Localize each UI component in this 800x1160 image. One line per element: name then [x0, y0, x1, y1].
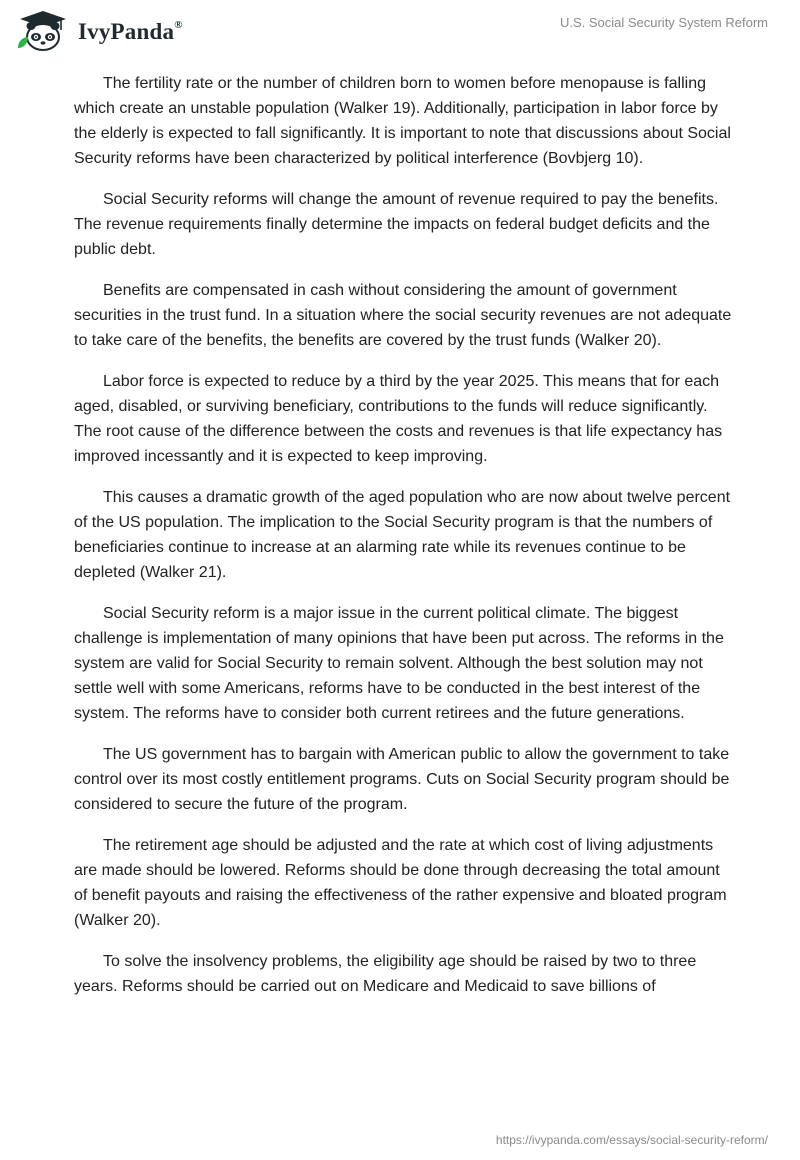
paragraph: The fertility rate or the number of children born to women before menopause is falling which create an unstable population (Walker 19). Additionally, participation in labor force by the elderly is expected to fall significantly. It is important to note that discussions about Social Security reforms have been characterized by political interference (Bovbjerg 10).: [74, 75, 731, 167]
paragraph: Social Security reform is a major issue in the current political climate. The biggest challenge is implementation of many opinions that have been put across. The reforms in the system are valid for Social Security to remain solvent. Although the best solution may not settle well with some Americans, reforms have to be conducted in the best interest of the system. The reforms have to consider both current retirees and the future generations.: [74, 605, 724, 722]
page-header: [0, 0, 800, 60]
panda-graduate-icon: [14, 10, 72, 52]
essay-body: [74, 71, 734, 1015]
paragraph: To solve the insolvency problems, the eligibility age should be raised by two to three years. Reforms should be carried out on Medicare and Medicaid to save billions of: [74, 953, 697, 995]
paragraph: The US government has to bargain with American public to allow the government to take control over its most costly entitlement programs. Cuts on Social Security program should be considered to secure the future of the program.: [74, 746, 730, 813]
document-title: U.S. Social Security System Reform: [559, 15, 768, 30]
paragraph: Labor force is expected to reduce by a third by the year 2025. This means that for each aged, disabled, or surviving beneficiary, contributions to the funds will reduce significantly. The root cause of the difference between the costs and revenues is that life expectancy has improved incessantly and it is expected to keep improving.: [74, 373, 723, 465]
paragraph: The retirement age should be adjusted and the rate at which cost of living adjustments are made should be lowered. Reforms should be done through decreasing the total amount of benefit payouts and raising the effectiveness of the rather expensive and bloated program (Walker 20).: [74, 837, 727, 929]
paragraph: Social Security reforms will change the amount of revenue required to pay the benefits. The revenue requirements finally determine the impacts on federal budget deficits and the public debt.: [74, 191, 719, 258]
brand-name: IvyPanda®: [78, 19, 183, 44]
source-url-link[interactable]: https://ivypanda.com/essays/social-security-reform/: [495, 1133, 768, 1147]
paragraph: Benefits are compensated in cash without considering the amount of government securities in the trust fund. In a situation where the social security revenues are not adequate to take care of the benefits, the benefits are covered by the trust funds (Walker 20).: [74, 282, 732, 349]
paragraph: This causes a dramatic growth of the aged population who are now about twelve percent of the US population. The implication to the Social Security program is that the numbers of beneficiaries continue to increase at an alarming rate while its revenues continue to be depleted (Walker 21).: [74, 489, 731, 581]
ivypanda-logo[interactable]: [14, 10, 183, 52]
